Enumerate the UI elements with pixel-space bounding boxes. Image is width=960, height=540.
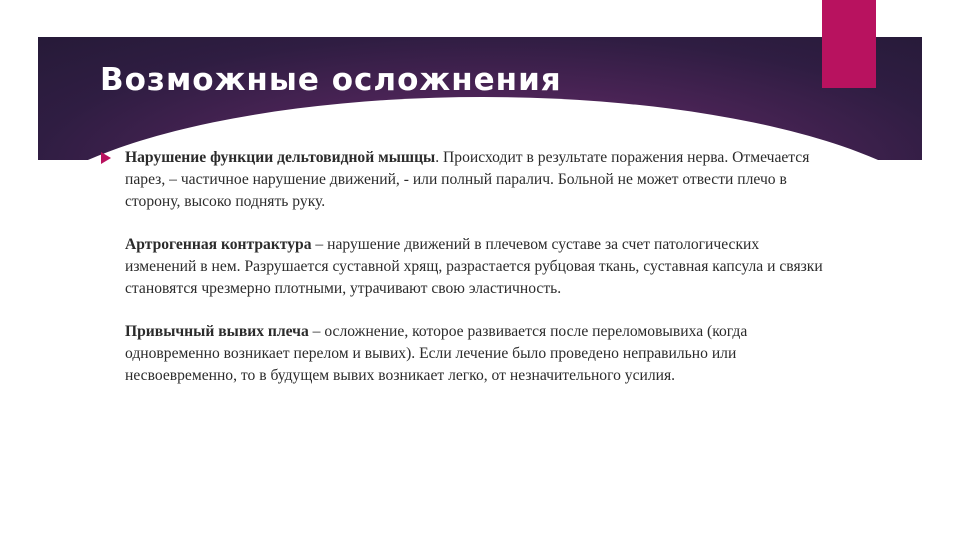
bullet-triangle-icon xyxy=(101,152,111,164)
paragraph-contracture-body: – нарушение движений в плечевом суставе за счет патологических изменений в нем. Разрушается суставной хрящ, разрастается рубцовая ткань, суставная капсула и связки становятся чрезмерно плотными, утрачивают свою эластичность. xyxy=(125,236,823,297)
paragraph-contracture xyxy=(125,234,825,300)
term-contracture: Артрогенная контрактура xyxy=(125,236,312,253)
title-banner xyxy=(38,37,922,160)
paragraph-dislocation xyxy=(125,321,825,387)
term-deltoid: Нарушение функции дельтовидной мышцы xyxy=(125,149,436,166)
slide-content xyxy=(125,147,825,408)
slide-title: Возможные осложнения xyxy=(100,62,562,98)
paragraph-dislocation-body: – осложнение, которое развивается после переломовывиха (когда одновременно возникает перелом и вывих). Если лечение было проведено неправильно или несвоевременно, то в будущем вывих возникает легко, от незначительного усилия. xyxy=(125,323,748,384)
accent-bar xyxy=(822,0,876,88)
term-dislocation: Привычный вывих плеча xyxy=(125,323,309,340)
paragraph-deltoid-body: . Происходит в результате поражения нерва. Отмечается парез, – частичное нарушение движений, - или полный паралич. Больной не может отвести плечо в сторону, высоко поднять руку. xyxy=(125,149,810,210)
paragraph-deltoid xyxy=(125,147,825,213)
